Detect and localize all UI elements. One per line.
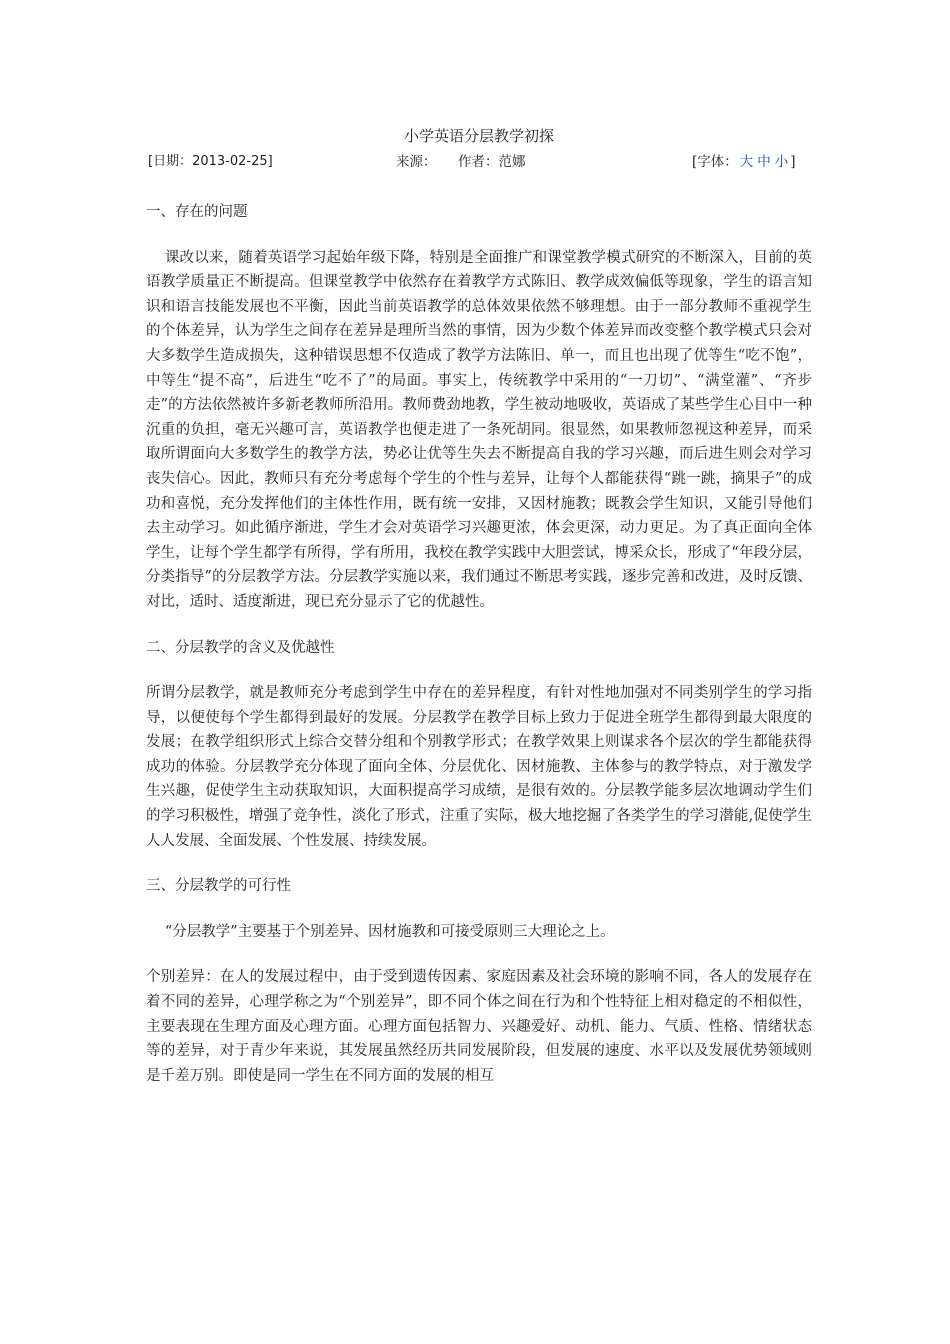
author-label: 作者：范娜 xyxy=(458,154,526,170)
font-size-close: ] xyxy=(790,154,796,170)
article-title: 小学英语分层教学初探 xyxy=(403,127,554,145)
date-info xyxy=(148,152,273,172)
section-heading-3: 三、分层教学的可行性 xyxy=(146,878,291,895)
article-meta xyxy=(146,152,812,172)
font-medium-link[interactable]: 中 xyxy=(757,154,771,170)
font-size-selector xyxy=(692,152,796,172)
font-large-link[interactable]: 大 xyxy=(739,154,754,170)
section-heading-1: 一、存在的问题 xyxy=(146,204,248,220)
paragraph-4: 个别差异：在人的发展过程中，由于受到遗传因素、家庭因素及社会环境的影响不同，各人的发展存在着不同的差异，心理学称之为“个别差异”，即不同个体之间在行为和个性特征上相对稳定的不相似性，主要表现在生理方面及心理方面。心理方面包括智力、兴趣爱好、动机、能力、气质、性格、情绪状态等的差异，对于青少年来说，其发展虽然经历共同发展阶段，但发展的速度、水平以及发展优势领域则是千差万别。即使是同一学生在不同方面的发展的相互 xyxy=(146,969,812,1084)
font-small-link[interactable]: 小 xyxy=(774,154,789,170)
section-heading-2: 二、分层教学的含义及优越性 xyxy=(146,639,335,656)
article-body xyxy=(146,196,812,1109)
paragraph-1: 课改以来，随着英语学习起始年级下降，特别是全面推广和课堂教学模式研究的不断深入，目前的英语教学质量正不断提高。但课堂教学中依然存在着教学方式陈旧、教学成效偏低等现象，学生的语言知识和语言技能发展也不平衡，因此当前英语教学的总体效果依然不够理想。由于一部分教师不重视学生的个体差异，认为学生之间存在差异是理所当然的事情，因为少数个体差异而改变整个教学模式只会对大多数学生造成损失，这种错误思想不仅造成了教学方法陈旧、单一，而且也出现了优等生“吃不饱”，中等生“提不高”，后进生“吃不了”的局面。事实上，传统教学中采用的“一刀切”、“满堂灌”、“齐步走”的方法依然被许多新老教师所沿用。教师费劲地教，学生被动地吸收，英语成了某些学生心目中一种沉重的负担，毫无兴趣可言，英语教学也便走进了一条死胡同。很显然，如果教师忽视这种差异，而采取所谓面向大多数学生的教学方法，势必让优等生失去不断提高自我的学习兴趣，而后进生则会对学习丧失信心。因此，教师只有充分考虑每个学生的个性与差异，让每个人都能获得“跳一跳，摘果子”的成功和喜悦，充分发挥他们的主体性作用，既有统一安排，又因材施教；既教会学生知识，又能引导他们去主动学习。如此循序渐进，学生才会对英语学习兴趣更浓，体会更深，动力更足。为了真正面向全体学生，让每个学生都学有所得，学有所用，我校在教学实践中大胆尝试，博采众长，形成了“年段分层，分类指导”的分层教学方法。分层教学实施以来，我们通过不断思考实践，逐步完善和改进，及时反馈、对比，适时、适度渐进，现已充分显示了它的优越性。 xyxy=(146,249,812,610)
date-label: [日期： xyxy=(148,154,193,169)
paragraph-3: “分层教学”主要基于个别差异、因材施教和可接受原则三大理论之上。 xyxy=(164,923,615,940)
font-size-label: [字体： xyxy=(692,154,738,170)
source-label: 来源： xyxy=(396,154,437,170)
paragraph-2: 所谓分层教学，就是教师充分考虑到学生中存在的差异程度，有针对性地加强对不同类别学生的学习指导，以便使每个学生都得到最好的发展。分层教学在教学目标上致力于促进全班学生都得到最大限度的发展；在教学组织形式上综合交替分组和个别教学形式；在教学效果上则谋求各个层次的学生都能获得成功的体验。分层教学充分体现了面向全体、分层优化、因材施教、主体参与的教学特点，对于激发学生兴趣，促使学生主动获取知识，大面积提高学习成绩，是很有效的。分层教学能多层次地调动学生们的学习积极性，增强了竞争性，淡化了形式，注重了实际，极大地挖掘了各类学生的学习潜能,促使学生人人发展、全面发展、个性发展、持续发展。 xyxy=(146,685,812,849)
date-value: 2013-02-25] xyxy=(192,154,273,169)
